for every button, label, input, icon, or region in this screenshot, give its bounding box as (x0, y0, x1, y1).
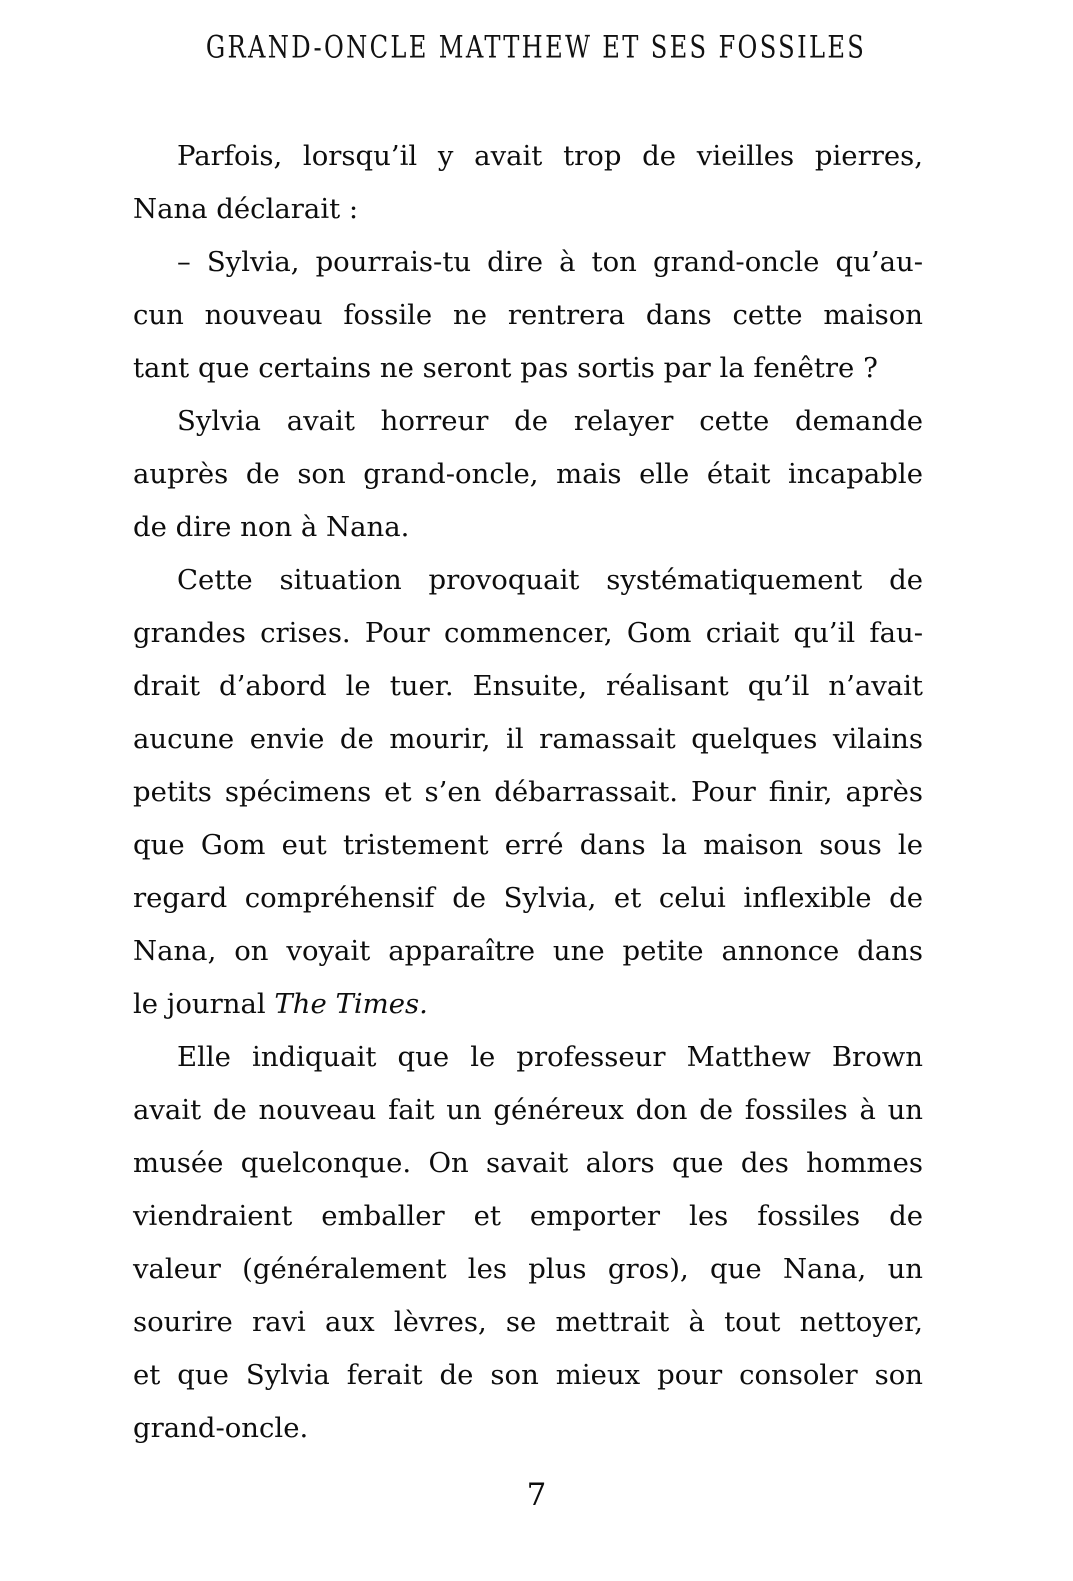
text-line: – Sylvia, pourrais-tu dire à ton grand-oncle qu’au- (177, 246, 923, 278)
body-text (133, 130, 923, 1455)
paragraph (133, 395, 923, 554)
text-segment: le journal (133, 988, 275, 1020)
text-line: Sylvia avait horreur de relayer cette demande (177, 405, 923, 437)
text-line: Nana déclarait : (133, 193, 359, 225)
text-line (133, 978, 923, 1031)
text-line: musée quelconque. On savait alors que des hommes (133, 1147, 923, 1179)
text-line: viendraient emballer et emporter les fossiles de (133, 1200, 923, 1232)
paragraph (133, 130, 923, 236)
text-line: que Gom eut tristement erré dans la maison sous le (133, 829, 923, 861)
chapter-header (0, 30, 1073, 66)
text-line: Cette situation provoquait systématiquement de (177, 564, 923, 596)
chapter-title: GRAND-ONCLE MATTHEW ET SES FOSSILES (206, 30, 867, 66)
text-line: tant que certains ne seront pas sortis par la fenêtre ? (133, 352, 878, 384)
text-line: Elle indiquait que le professeur Matthew Brown (177, 1041, 923, 1073)
newspaper-title-italic: The Times. (274, 988, 428, 1020)
paragraph (133, 1031, 923, 1455)
text-line: et que Sylvia ferait de son mieux pour consoler son (133, 1359, 923, 1391)
text-line: avait de nouveau fait un généreux don de fossiles à un (133, 1094, 923, 1126)
text-line: regard compréhensif de Sylvia, et celui inflexible de (133, 882, 923, 914)
text-line: Parfois, lorsqu’il y avait trop de vieilles pierres, (177, 140, 923, 172)
text-line: cun nouveau fossile ne rentrera dans cette maison (133, 299, 923, 331)
paragraph (133, 554, 923, 1031)
page-number: 7 (526, 1477, 547, 1513)
paragraph (133, 236, 923, 395)
text-line: aucune envie de mourir, il ramassait quelques vilains (133, 723, 923, 755)
text-line: grand-oncle. (133, 1412, 309, 1444)
text-line: de dire non à Nana. (133, 511, 410, 543)
text-line: sourire ravi aux lèvres, se mettrait à tout nettoyer, (133, 1306, 923, 1338)
text-line: grandes crises. Pour commencer, Gom criait qu’il fau- (133, 617, 923, 649)
text-line: valeur (généralement les plus gros), que Nana, un (133, 1253, 923, 1285)
text-line: petits spécimens et s’en débarrassait. Pour finir, après (133, 776, 923, 808)
text-line: auprès de son grand-oncle, mais elle était incapable (133, 458, 923, 490)
text-line: Nana, on voyait apparaître une petite annonce dans (133, 935, 923, 967)
text-line: drait d’abord le tuer. Ensuite, réalisant qu’il n’avait (133, 670, 923, 702)
